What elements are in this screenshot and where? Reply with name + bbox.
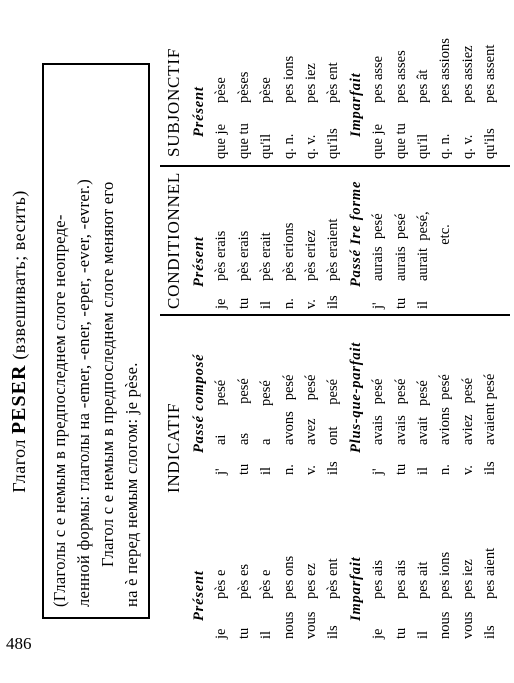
pronoun: q. v. — [459, 134, 476, 159]
conjugation-row — [392, 560, 410, 639]
verb-form: aurais pesé — [370, 213, 387, 281]
conjugation-row — [235, 72, 253, 159]
conjugation-row — [302, 563, 320, 639]
tense-heading: Présent — [191, 236, 207, 287]
pronoun: je — [370, 628, 387, 639]
pronoun: q. n. — [437, 133, 454, 159]
verb-form: pès erais — [235, 230, 252, 281]
pronoun: j' — [213, 468, 230, 475]
mood-headers — [164, 0, 190, 643]
note-line-4: на è перед немым слогом: je pèse. — [122, 362, 141, 607]
pronoun: tu — [235, 627, 252, 639]
mood-indicatif: INDICATIF — [164, 402, 183, 493]
pronoun: vous — [459, 611, 476, 639]
verb-form: pes ons — [280, 555, 297, 599]
conjugation-row — [324, 558, 342, 639]
conjugation-row — [324, 62, 342, 159]
verb-form: pes aient — [482, 547, 499, 599]
verb-form: pès e — [213, 569, 230, 599]
verb-form: pes iez — [459, 559, 476, 599]
verb-form: avais pesé — [370, 378, 387, 445]
pronoun: tu — [235, 297, 252, 309]
pronoun: tu — [235, 463, 252, 475]
pronoun: que je — [213, 123, 230, 159]
conjugation-row — [212, 77, 230, 159]
pronoun: q. n. — [280, 133, 297, 159]
pronoun: nous — [280, 611, 297, 639]
pronoun: que tu — [392, 123, 409, 159]
verb-form: aviez pesé — [459, 377, 476, 445]
pronoun: ils — [482, 625, 499, 639]
conjugation-row — [369, 379, 387, 475]
verb-form: pes assiez — [459, 45, 476, 103]
conjugation-row — [414, 211, 432, 309]
conjugation-row — [280, 556, 298, 639]
conjugation-row — [436, 38, 454, 159]
conjugation-row — [324, 379, 342, 475]
pronoun: ils — [325, 295, 342, 309]
pronoun: je — [213, 298, 230, 309]
verb-form: aurait pesé, — [415, 211, 431, 281]
verb-form: pès eraient — [325, 218, 342, 281]
note-line-3: Глагол с е немым в предпоследнем слоге меняют его — [98, 181, 117, 567]
page-number: 486 — [6, 634, 32, 653]
conjugation-row — [436, 224, 454, 309]
pronoun: qu'il — [415, 133, 431, 159]
conjugation-row — [369, 56, 387, 159]
conjugation-row — [302, 375, 320, 475]
conjugation-row — [235, 378, 253, 475]
verb-form: avez pesé — [303, 374, 319, 445]
conjugation-row — [257, 232, 275, 309]
pronoun: il — [415, 466, 431, 475]
pronoun: j' — [370, 302, 387, 309]
conjugation-row — [436, 374, 454, 475]
conjugation-row — [369, 560, 387, 639]
verb-form: pes ais — [392, 559, 409, 599]
pronoun: qu'il — [258, 133, 275, 159]
pronoun: qu'ils — [482, 128, 499, 159]
conjugation-row — [280, 56, 298, 159]
verb-form: ont pesé — [325, 378, 342, 445]
conjugation-row — [302, 230, 320, 309]
conjugation-row — [235, 231, 253, 309]
verb-form: pès erions — [280, 222, 297, 281]
pronoun: ils — [325, 461, 342, 475]
mood-subjonctif: SUBJONCTIF — [164, 47, 183, 157]
pronoun: je — [213, 628, 230, 639]
pronoun: v. — [303, 465, 319, 475]
verb-form: pes iez — [303, 63, 319, 103]
conjugation-row — [280, 375, 298, 475]
pronoun: n. — [280, 298, 297, 309]
conjugation-row — [257, 77, 275, 159]
tense-heading: Imparfait — [347, 72, 364, 137]
rule-note-box — [42, 63, 150, 619]
conjugation-row — [369, 213, 387, 309]
verb-form: pes assions — [437, 38, 454, 103]
note-line-1: (Глаголы с е немым в предпоследнем слоге неопреде- — [50, 214, 69, 607]
pronoun: n. — [280, 464, 297, 475]
conjugation-row — [414, 380, 432, 475]
conjugation-row — [280, 223, 298, 309]
verb-form: pès erais — [213, 230, 230, 281]
pronoun: tu — [392, 627, 409, 639]
verb-form: pes ions — [437, 551, 454, 599]
tense-heading: Passé composé — [191, 353, 207, 453]
pronoun: que je — [370, 123, 387, 159]
conjugation-row — [257, 570, 275, 639]
conjugation-row — [302, 63, 320, 159]
pronoun: il — [415, 300, 431, 309]
pronoun: il — [258, 300, 275, 309]
verb-form: pès eriez — [303, 229, 319, 281]
conjugation-row — [392, 213, 410, 309]
conjugation-row — [459, 45, 477, 159]
tense-heading: Imparfait — [347, 556, 364, 621]
title-verb: PESER — [8, 364, 30, 435]
conjugation-row — [436, 552, 454, 639]
verb-form: pèse — [258, 77, 275, 103]
verb-form: pès erait — [258, 232, 275, 281]
pronoun: tu — [392, 463, 409, 475]
verb-form: avais pesé — [392, 378, 409, 445]
verb-form: avait pesé — [415, 380, 431, 445]
conjugation-row — [481, 374, 499, 475]
title-translation: (взвешивать; весить) — [9, 190, 29, 360]
conjugation-table — [190, 0, 510, 643]
verb-form: pèse — [213, 77, 230, 103]
verb-form: as pesé — [235, 378, 252, 445]
verb-form: pes ait — [415, 561, 431, 599]
conjugation-row — [212, 231, 230, 309]
page-title — [8, 0, 31, 683]
tense-heading: Présent — [191, 86, 207, 137]
tense-heading: Présent — [191, 570, 207, 621]
conjugation-row — [392, 379, 410, 475]
conjugation-row — [392, 50, 410, 159]
conjugation-row — [459, 378, 477, 475]
conjugation-row — [235, 564, 253, 639]
verb-form: pès ent — [325, 558, 342, 599]
verb-form: ai pesé — [213, 379, 230, 445]
pronoun: qu'ils — [325, 128, 342, 159]
verb-form: pès ent — [325, 62, 342, 103]
pronoun: ils — [482, 461, 499, 475]
verb-form: pes ions — [280, 55, 297, 103]
mood-conditionnel: CONDITIONNEL — [164, 171, 183, 309]
divider-indicatif-conditionnel — [160, 315, 510, 317]
verb-form: pes ât — [415, 69, 431, 103]
conjugation-row — [414, 562, 432, 639]
verb-form: pes ez — [303, 563, 319, 599]
conjugation-row — [481, 548, 499, 639]
conjugation-row — [257, 380, 275, 475]
verb-form: pèses — [235, 71, 252, 103]
verb-form: pes ais — [370, 559, 387, 599]
verb-form: etc. — [437, 224, 454, 281]
pronoun: ils — [325, 625, 342, 639]
pronoun: n. — [437, 464, 454, 475]
verb-form: a pesé — [258, 380, 275, 445]
verb-form: pes asse — [370, 55, 387, 103]
tense-heading: Plus-que-parfait — [347, 341, 364, 453]
verb-form: avaient pesé — [482, 373, 499, 445]
conjugation-row — [212, 380, 230, 475]
pronoun: v. — [459, 465, 476, 475]
verb-form: avons pesé — [280, 374, 297, 445]
verb-form: aurais pesé — [392, 213, 409, 281]
tense-heading: Passé Ire forme — [347, 180, 364, 287]
conjugation-row — [324, 219, 342, 309]
conjugation-row — [481, 45, 499, 159]
pronoun: v. — [303, 299, 319, 309]
verb-form: pès e — [258, 569, 275, 599]
verb-form: pes assent — [482, 44, 499, 103]
pronoun: tu — [392, 297, 409, 309]
note-line-2: ленной формы: глаголы на -emer, -ener, -eper, -ever, -evrer.) — [74, 178, 93, 607]
pronoun: que tu — [235, 123, 252, 159]
pronoun: nous — [437, 611, 454, 639]
conjugation-row — [414, 70, 432, 159]
pronoun: il — [258, 630, 275, 639]
pronoun: j' — [370, 468, 387, 475]
pronoun: q. v. — [303, 134, 319, 159]
verb-form: avions pesé — [437, 374, 454, 445]
pronoun: il — [258, 466, 275, 475]
conjugation-row — [459, 559, 477, 639]
pronoun: vous — [303, 611, 319, 639]
divider-conditionnel-subjonctif — [160, 166, 510, 168]
verb-form: pès es — [235, 563, 252, 599]
verb-form: pes asses — [392, 50, 409, 103]
pronoun: il — [415, 630, 431, 639]
title-label: Глагол — [9, 439, 29, 493]
conjugation-row — [212, 570, 230, 639]
